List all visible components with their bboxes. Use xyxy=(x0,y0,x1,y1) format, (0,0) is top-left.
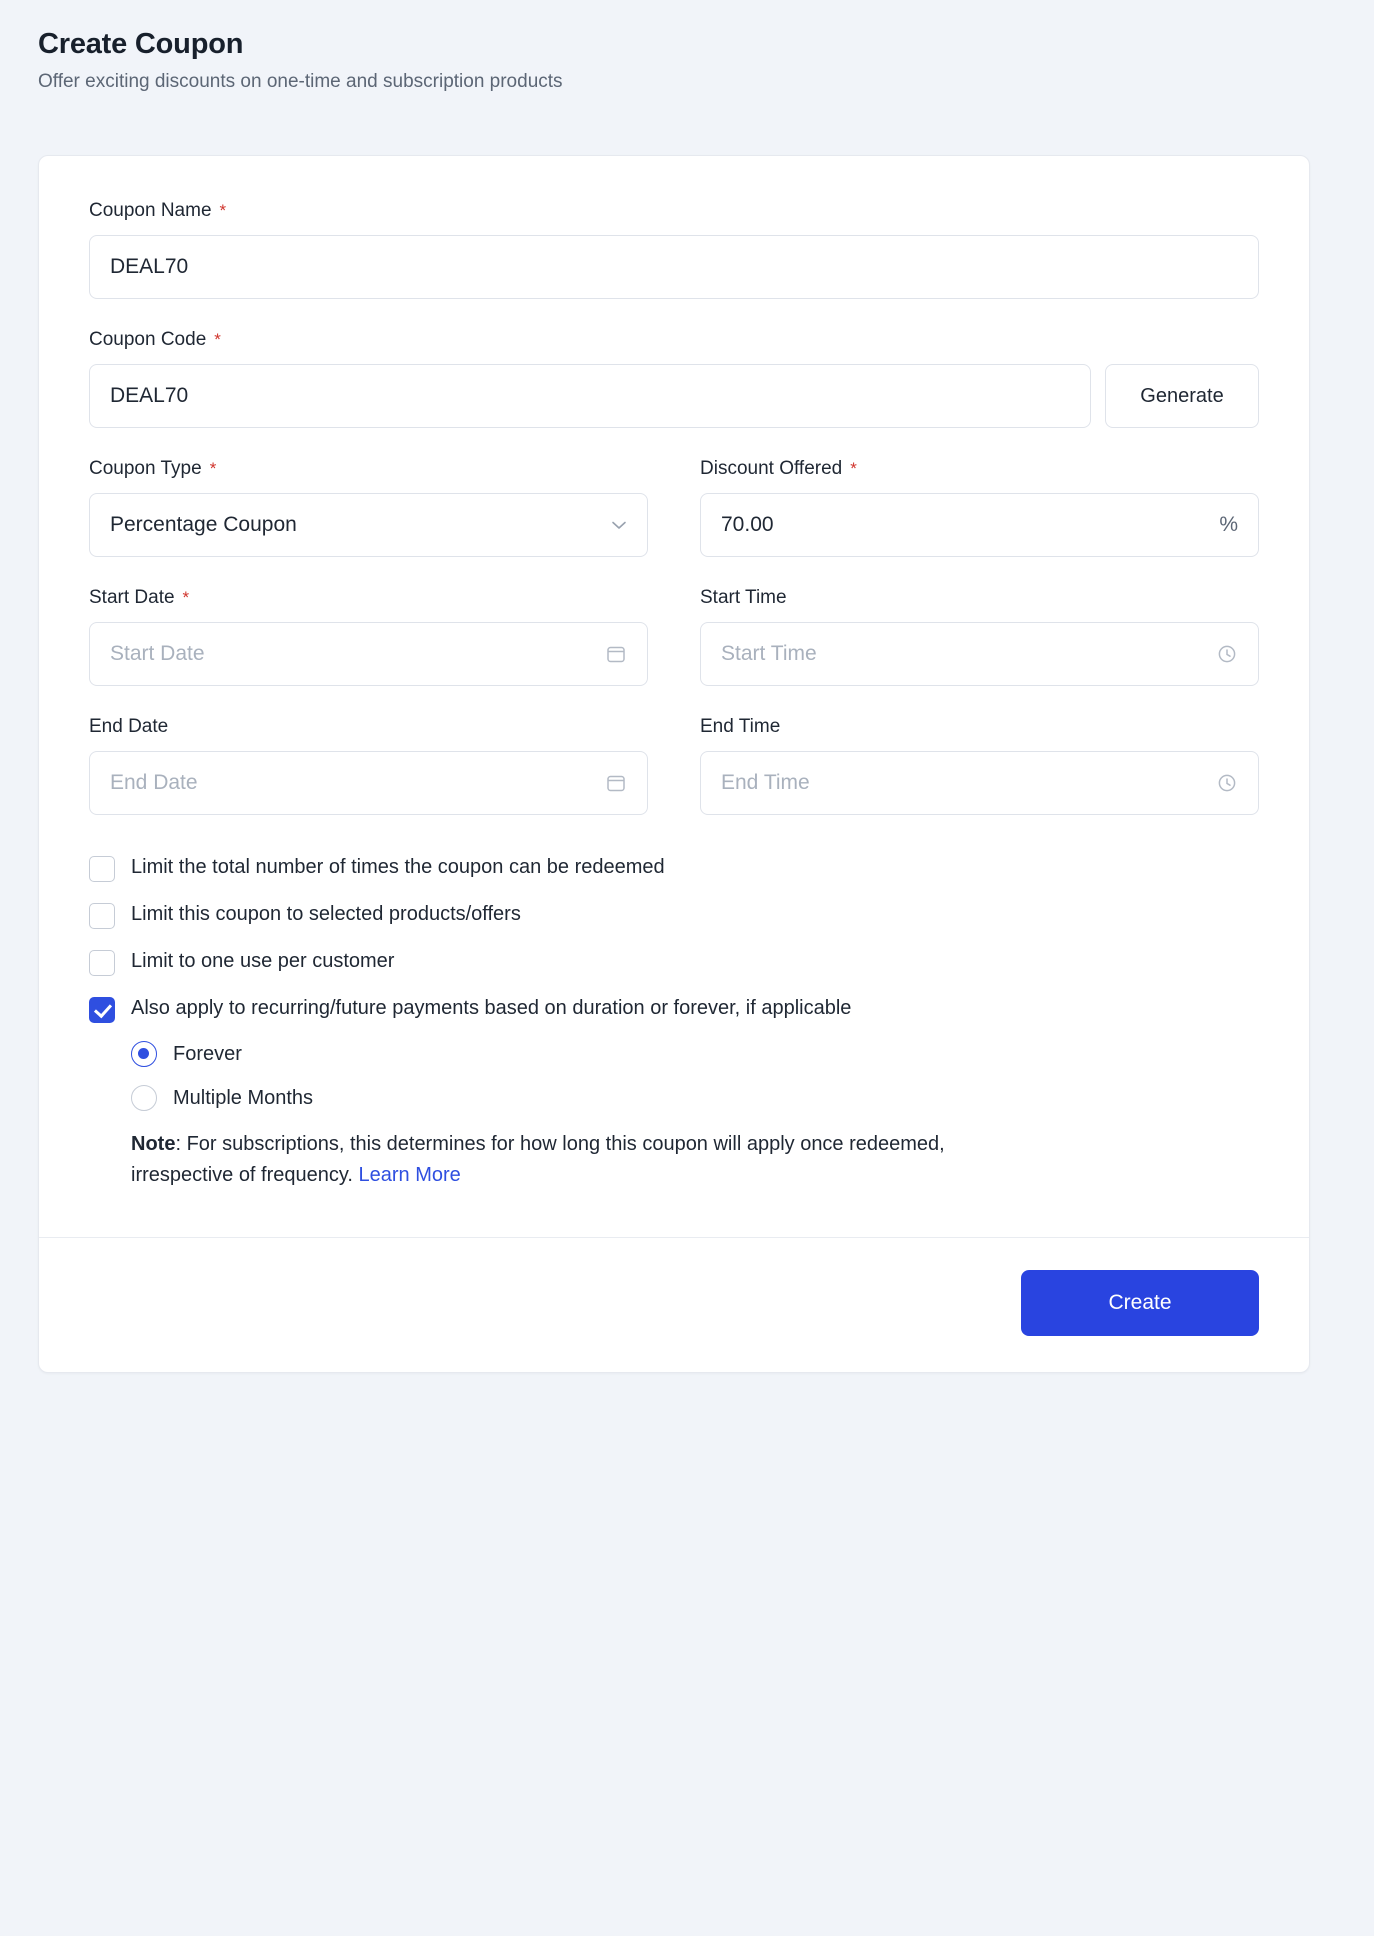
field-end-date xyxy=(89,716,648,815)
discount-offered-input[interactable] xyxy=(700,493,1259,557)
coupon-code-row xyxy=(89,364,1259,428)
end-time-label xyxy=(700,716,1259,738)
start-date-label-text: Start Date xyxy=(89,587,175,608)
radio-forever-label: Forever xyxy=(173,1042,242,1065)
calendar-icon xyxy=(605,772,627,794)
coupon-code-value: DEAL70 xyxy=(110,384,189,407)
card-footer xyxy=(39,1237,1309,1372)
recurring-duration-radio-group xyxy=(131,1041,1259,1111)
coupon-name-label-text: Coupon Name xyxy=(89,200,212,221)
start-time-label xyxy=(700,587,1259,609)
checkbox-row-recurring[interactable] xyxy=(89,994,1259,1023)
checkbox-apply-recurring-label: Also apply to recurring/future payments based on duration or forever, if applicable xyxy=(131,997,852,1019)
coupon-type-label-text: Coupon Type xyxy=(89,458,202,479)
field-end-time xyxy=(700,716,1259,815)
end-time-label-text: End Time xyxy=(700,716,781,737)
checkbox-row-one-use[interactable] xyxy=(89,947,1259,976)
radio-multiple-months[interactable] xyxy=(131,1085,157,1111)
checkbox-one-use-per-customer-label: Limit to one use per customer xyxy=(131,950,395,972)
start-date-input[interactable] xyxy=(89,622,648,686)
start-time-placeholder: Start Time xyxy=(721,642,817,665)
coupon-name-label xyxy=(89,200,1259,222)
create-coupon-card xyxy=(38,155,1310,1373)
checkbox-apply-recurring[interactable] xyxy=(89,997,115,1023)
end-time-input[interactable] xyxy=(700,751,1259,815)
radio-forever[interactable] xyxy=(131,1041,157,1067)
recurring-note xyxy=(131,1129,1021,1191)
page-title: Create Coupon xyxy=(38,28,244,60)
required-asterisk: * xyxy=(214,330,221,349)
end-date-placeholder: End Date xyxy=(110,771,198,794)
required-asterisk: * xyxy=(209,459,217,478)
checkbox-limit-products-label: Limit this coupon to selected products/offers xyxy=(131,903,521,925)
discount-offered-label-text: Discount Offered xyxy=(700,458,843,479)
field-discount-offered xyxy=(700,458,1259,557)
checkbox-limit-total-label: Limit the total number of times the coupon can be redeemed xyxy=(131,856,665,878)
coupon-code-label-text: Coupon Code xyxy=(89,329,207,350)
start-date-placeholder: Start Date xyxy=(110,642,205,665)
discount-offered-value: 70.00 xyxy=(721,513,774,536)
end-date-label xyxy=(89,716,648,738)
coupon-type-select[interactable] xyxy=(89,493,648,557)
checkbox-row-limit-total[interactable] xyxy=(89,853,1259,882)
learn-more-link[interactable]: Learn More xyxy=(358,1164,461,1186)
clock-icon xyxy=(1216,643,1238,665)
start-time-input[interactable] xyxy=(700,622,1259,686)
coupon-code-input[interactable] xyxy=(89,364,1091,428)
required-asterisk: * xyxy=(219,201,227,220)
start-row xyxy=(89,587,1259,686)
page-subtitle: Offer exciting discounts on one-time and subscription products xyxy=(38,71,563,92)
coupon-type-value: Percentage Coupon xyxy=(110,513,297,536)
end-date-input[interactable] xyxy=(89,751,648,815)
note-prefix: Note xyxy=(131,1133,176,1155)
end-date-label-text: End Date xyxy=(89,716,169,737)
radio-multiple-months-label: Multiple Months xyxy=(173,1086,314,1109)
start-time-label-text: Start Time xyxy=(700,587,787,608)
field-start-date xyxy=(89,587,648,686)
generate-code-button[interactable]: Generate xyxy=(1105,364,1259,428)
card-body xyxy=(39,156,1309,1237)
calendar-icon xyxy=(605,643,627,665)
checkbox-limit-total[interactable] xyxy=(89,856,115,882)
required-asterisk: * xyxy=(182,588,190,607)
coupon-name-value: DEAL70 xyxy=(110,255,189,278)
field-coupon-name xyxy=(89,200,1259,299)
field-coupon-code xyxy=(89,329,1259,428)
type-discount-row xyxy=(89,458,1259,557)
discount-offered-label xyxy=(700,458,1259,480)
coupon-name-input[interactable] xyxy=(89,235,1259,299)
end-time-placeholder: End Time xyxy=(721,771,810,794)
required-asterisk: * xyxy=(850,459,857,478)
create-button[interactable]: Create xyxy=(1021,1270,1259,1336)
end-row xyxy=(89,716,1259,815)
checkbox-limit-products[interactable] xyxy=(89,903,115,929)
percent-suffix: % xyxy=(1219,513,1238,536)
radio-row-forever[interactable] xyxy=(131,1041,1259,1067)
coupon-limits-checkbox-group xyxy=(89,853,1259,1191)
field-start-time xyxy=(700,587,1259,686)
start-date-label xyxy=(89,587,648,609)
field-coupon-type xyxy=(89,458,648,557)
clock-icon xyxy=(1216,772,1238,794)
note-text: : For subscriptions, this determines for how long this coupon will apply once redeemed, irrespective of frequency. xyxy=(131,1133,945,1186)
coupon-code-label xyxy=(89,329,1259,351)
chevron-down-icon xyxy=(609,515,629,535)
radio-row-multiple-months[interactable] xyxy=(131,1085,1259,1111)
coupon-type-label xyxy=(89,458,648,480)
checkbox-one-use-per-customer[interactable] xyxy=(89,950,115,976)
checkbox-row-limit-products[interactable] xyxy=(89,900,1259,929)
